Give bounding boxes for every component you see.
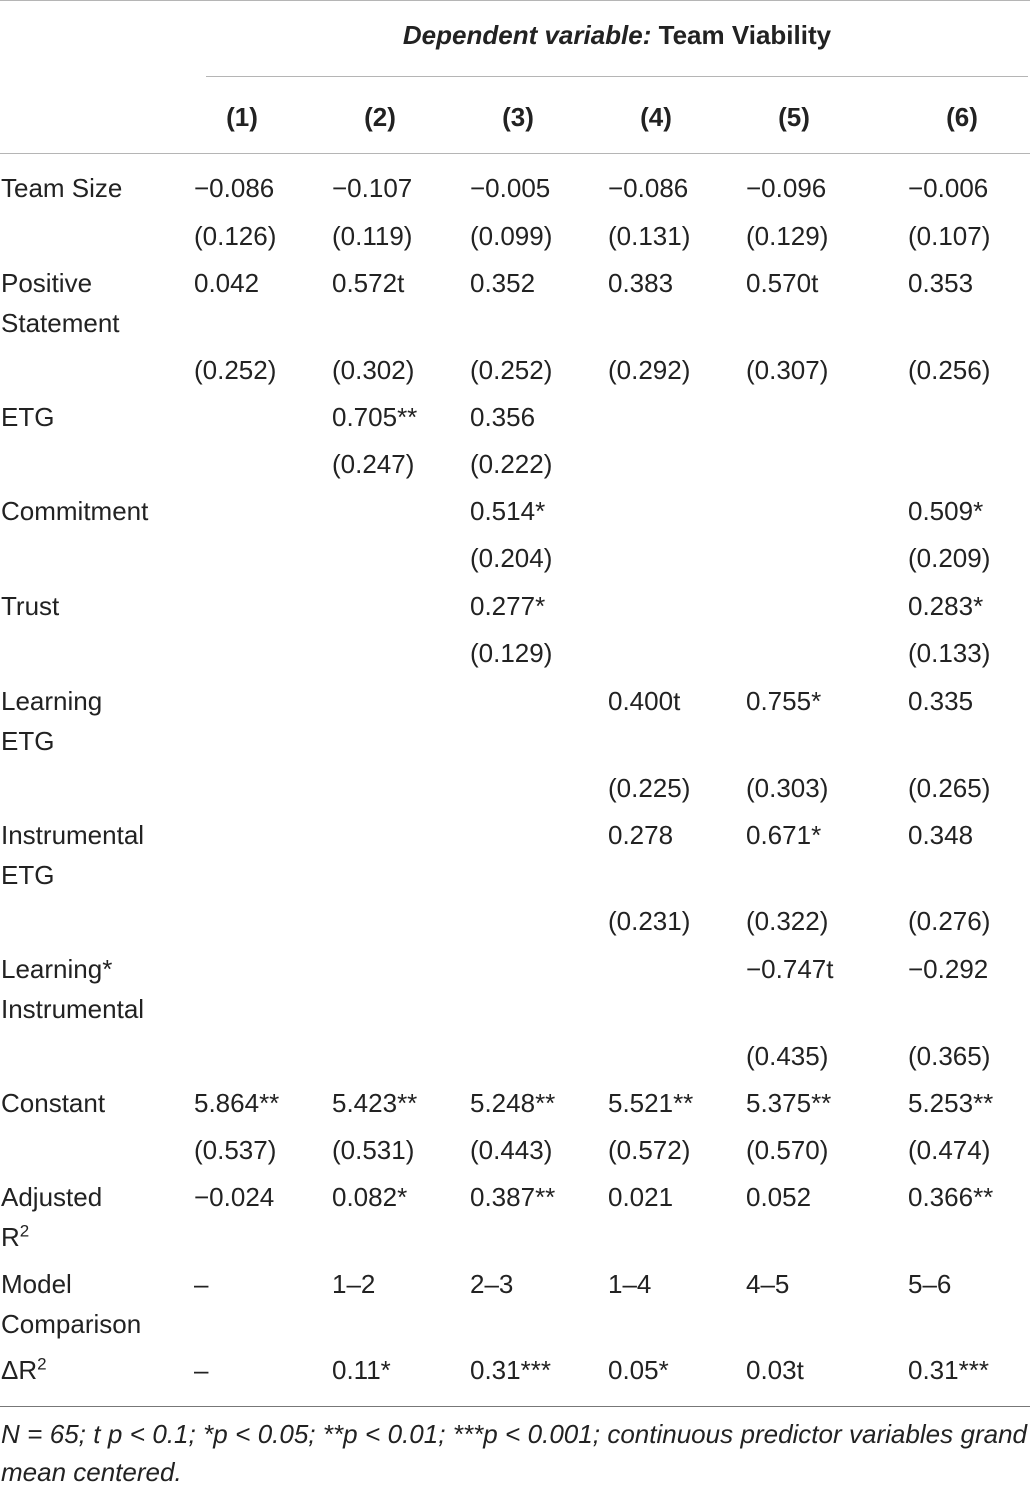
dependent-variable-title [206,20,1028,51]
standard-error-cell: (0.256) [908,355,991,385]
stats-label-superscript: 2 [19,1221,30,1241]
column-header-3: (3) [502,102,534,132]
bottom-rule [0,1406,1030,1407]
coefficient-cell: 5.423** [332,1088,418,1118]
row-label: Constant [1,1088,106,1118]
coefficient-cell: −0.086 [194,173,275,203]
standard-error-cell: (0.222) [470,449,553,479]
coefficient-cell: −0.096 [746,173,827,203]
standard-error-cell: (0.302) [332,355,415,385]
standard-error-cell: (0.129) [470,638,553,668]
coefficient-cell: −0.005 [470,173,551,203]
dependent-label: Dependent variable: [402,20,652,50]
coefficient-cell: 0.352 [470,268,536,298]
standard-error-cell: (0.126) [194,221,277,251]
standard-error-cell: (0.322) [746,906,829,936]
dependent-value: Team Viability [658,20,832,50]
coefficient-cell: 0.278 [608,820,674,850]
coefficient-cell: −0.086 [608,173,689,203]
stats-cell: 0.387** [470,1182,556,1212]
coefficient-cell: 0.383 [608,268,674,298]
coefficient-cell: 5.253** [908,1088,994,1118]
column-header-5: (5) [778,102,810,132]
coefficient-cell: 0.400t [608,686,681,716]
stats-cell: 0.021 [608,1182,674,1212]
standard-error-cell: (0.474) [908,1135,991,1165]
coefficient-cell: 0.042 [194,268,260,298]
standard-error-cell: (0.129) [746,221,829,251]
stats-cell: 0.31*** [908,1355,989,1385]
coefficient-cell: 0.509* [908,496,984,526]
row-label: Learning ETG [1,686,103,756]
stats-cell: 2–3 [470,1269,514,1299]
column-header-1: (1) [226,102,258,132]
stats-cell: – [194,1269,209,1299]
column-header-6: (6) [946,102,978,132]
standard-error-cell: (0.307) [746,355,829,385]
coefficient-cell: −0.107 [332,173,413,203]
row-label: Commitment [1,496,149,526]
standard-error-cell: (0.265) [908,773,991,803]
top-rule [0,0,1030,1]
stats-cell: 0.082* [332,1182,408,1212]
stats-label-text: Adjusted R [1,1182,103,1252]
stats-cell: 0.366** [908,1182,994,1212]
stats-cell: 0.11* [332,1355,391,1385]
standard-error-cell: (0.365) [908,1041,991,1071]
standard-error-cell: (0.303) [746,773,829,803]
coefficient-cell: 0.570t [746,268,819,298]
row-label: Learning* Instrumental [1,954,145,1024]
stats-label-superscript: 2 [37,1354,47,1374]
stats-cell: – [194,1355,209,1385]
standard-error-cell: (0.570) [746,1135,829,1165]
row-label: Instrumental ETG [1,820,145,890]
standard-error-cell: (0.276) [908,906,991,936]
standard-error-cell: (0.231) [608,906,691,936]
stats-cell: 1–2 [332,1269,376,1299]
stats-label [1,1264,181,1344]
row-label: Team Size [1,173,123,203]
stats-cell: 0.03t [746,1355,804,1385]
standard-error-cell: (0.531) [332,1135,415,1165]
standard-error-cell: (0.252) [470,355,553,385]
coefficient-cell: 5.864** [194,1088,280,1118]
coefficient-cell: 0.572t [332,268,405,298]
coefficient-cell: 0.277* [470,591,546,621]
standard-error-cell: (0.107) [908,221,991,251]
standard-error-cell: (0.204) [470,543,553,573]
coefficient-cell: 0.705** [332,402,418,432]
row-label: ETG [1,402,55,432]
coefficient-cell: 0.348 [908,820,974,850]
standard-error-cell: (0.119) [332,221,413,251]
header-rule [0,153,1030,154]
column-headers [0,102,1030,136]
coefficient-cell: 0.755* [746,686,822,716]
coefficient-cell: 0.514* [470,496,546,526]
standard-error-cell: (0.247) [332,449,415,479]
standard-error-cell: (0.099) [470,221,553,251]
standard-error-cell: (0.572) [608,1135,691,1165]
table-footnote: N = 65; t p < 0.1; *p < 0.05; **p < 0.01; ***p < 0.001; continuous predictor variables grand mean centered. [1,1419,1027,1487]
stats-cell: 1–4 [608,1269,652,1299]
standard-error-cell: (0.131) [608,221,691,251]
standard-error-cell: (0.292) [608,355,691,385]
coefficient-cell: 5.248** [470,1088,556,1118]
stats-cell: 4–5 [746,1269,790,1299]
column-header-2: (2) [364,102,396,132]
coefficient-cell: 5.375** [746,1088,832,1118]
standard-error-cell: (0.225) [608,773,691,803]
standard-error-cell: (0.133) [908,638,991,668]
column-header-4: (4) [640,102,672,132]
coefficient-cell: 0.335 [908,686,974,716]
row-label: Positive Statement [1,268,120,338]
coefficient-cell: 0.671* [746,820,822,850]
standard-error-cell: (0.252) [194,355,277,385]
stats-label [1,1177,181,1257]
row-label: Trust [1,591,60,621]
standard-error-cell: (0.209) [908,543,991,573]
stats-cell: 5–6 [908,1269,952,1299]
coefficient-cell: 0.356 [470,402,536,432]
standard-error-cell: (0.443) [470,1135,553,1165]
coefficient-cell: 0.353 [908,268,974,298]
stats-cell: −0.024 [194,1182,275,1212]
coefficient-cell: 5.521** [608,1088,694,1118]
coefficient-cell: −0.292 [908,954,989,984]
standard-error-cell: (0.537) [194,1135,277,1165]
stats-cell: 0.052 [746,1182,812,1212]
stats-label [1,1350,181,1390]
stats-cell: 0.31*** [470,1355,551,1385]
stats-cell: 0.05* [608,1355,669,1385]
standard-error-cell: (0.435) [746,1041,829,1071]
stats-label-text: ΔR [1,1355,38,1385]
coefficient-cell: −0.006 [908,173,989,203]
coefficient-cell: 0.283* [908,591,984,621]
dependent-rule [206,76,1028,77]
stats-label-text: Model Comparison [1,1269,142,1339]
coefficient-cell: −0.747t [746,954,834,984]
